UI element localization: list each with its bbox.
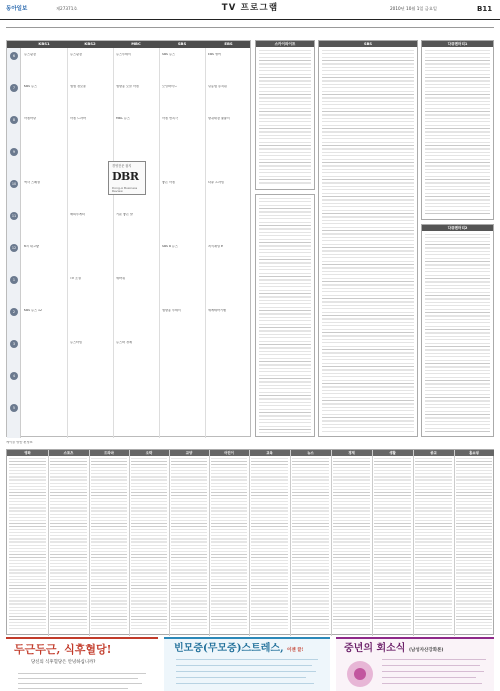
column-divider	[129, 450, 130, 636]
program-cell: 생방송 투데이	[162, 309, 181, 312]
listing-lines	[259, 50, 311, 186]
program-cell: 생방송 오늘 아침	[116, 85, 139, 88]
ad-midlife[interactable]	[336, 637, 494, 691]
time-marker: 9	[10, 148, 18, 156]
program-cell: 뉴스투데이	[116, 53, 131, 56]
time-column	[7, 48, 21, 438]
minitable-header: 스카이라이프	[256, 41, 314, 47]
issue-number: 제27371호	[56, 6, 78, 11]
page-number: B11	[477, 5, 493, 13]
program-cell: 뉴스광장	[70, 53, 82, 56]
listing-lines	[425, 50, 490, 216]
listing-lines	[425, 234, 490, 433]
cable-header: 오락	[129, 450, 169, 456]
cable-header: 어린이	[209, 450, 249, 456]
dbr-ad-sub: Dong-A Business Review	[112, 186, 138, 194]
time-marker: 8	[10, 116, 18, 124]
cable-header: 교육	[249, 450, 290, 456]
channel-header: KBS2	[84, 41, 96, 46]
listing-lines	[456, 458, 492, 630]
masthead	[0, 0, 500, 20]
ad-hair-loss[interactable]	[164, 637, 330, 691]
program-cell: 좋은 아침	[162, 181, 175, 184]
column-divider	[67, 48, 68, 438]
channel-header-row	[7, 41, 250, 48]
ad-headline-text: 중년의 회소식	[344, 643, 406, 654]
listing-lines	[9, 458, 46, 630]
divider	[6, 27, 494, 28]
program-cell: 모닝와이드	[162, 85, 177, 88]
program-cell: TV 소설	[70, 277, 81, 280]
program-cell: 다큐 프라임	[208, 181, 224, 184]
cable-header: 드라마	[89, 450, 129, 456]
column-divider	[113, 48, 114, 438]
program-cell: 역사 스페셜	[24, 181, 40, 184]
column-divider	[331, 450, 332, 636]
listing-lines	[50, 458, 87, 630]
program-cell: 6시 내고향	[24, 245, 39, 248]
program-cell: 뉴스타임	[70, 341, 82, 344]
column-divider	[48, 450, 49, 636]
time-marker: 5	[10, 404, 18, 412]
cable-header: 경제	[331, 450, 372, 456]
program-cell: SBS 뉴스	[162, 53, 175, 56]
time-marker: 11	[11, 214, 17, 218]
minitable-docu2	[421, 224, 494, 437]
program-cell: KBS 뉴스 12	[24, 309, 42, 312]
cable-schedule	[6, 449, 494, 635]
program-cell: 아침마당	[24, 117, 36, 120]
column-divider	[413, 450, 414, 636]
program-cell: 기분 좋은 날	[116, 213, 133, 216]
listing-lines	[251, 458, 288, 630]
minitable-sky	[255, 40, 315, 190]
cable-header: 교양	[169, 450, 209, 456]
program-cell: 뉴스광장	[24, 53, 36, 56]
program-cell: 아침 드라마	[70, 117, 86, 120]
column-divider	[454, 450, 455, 636]
column-divider	[209, 450, 210, 636]
cable-header: 영화	[7, 450, 48, 456]
column-divider	[372, 450, 373, 636]
time-marker: 6	[10, 52, 18, 60]
listing-lines	[322, 50, 414, 433]
listing-lines	[91, 458, 127, 630]
listing-lines	[259, 198, 311, 433]
program-cell: 아침 연속극	[162, 117, 178, 120]
ad-headline	[174, 643, 304, 655]
listing-lines	[333, 458, 370, 630]
minitable-list	[255, 194, 315, 437]
text-lines-icon	[176, 659, 318, 689]
program-cell: EBS 영어	[208, 53, 221, 56]
cable-note: 케이블 방송 편성표	[6, 441, 33, 444]
channel-header: SBS	[177, 41, 187, 46]
broadcast-schedule	[6, 40, 251, 437]
minitable-docu1	[421, 40, 494, 220]
time-marker: 4	[10, 372, 18, 380]
ad-headline-note: (남성자산강화론)	[408, 648, 444, 653]
column-divider	[89, 450, 90, 636]
dbr-logo: DBR	[112, 170, 139, 183]
dbr-ad-top: 경영전문 잡지	[112, 164, 132, 168]
channel-header: EBS	[224, 41, 233, 46]
ad-headline-text: 빈모증(무모증)스트레스,	[174, 643, 284, 654]
time-marker: 1	[10, 276, 18, 284]
program-cell: 세바퀴	[116, 277, 125, 280]
column-divider	[249, 450, 250, 636]
dbr-ad[interactable]	[108, 161, 146, 195]
program-cell: SBS 8 뉴스	[162, 245, 178, 248]
cable-header: 스포츠	[48, 450, 89, 456]
issue-date: 2010년 10월 1일 금요일	[390, 6, 437, 11]
ad-subline: 당신의 식후혈당은 안녕하십니까?	[31, 660, 96, 665]
listing-lines	[211, 458, 247, 630]
listing-lines	[292, 458, 329, 630]
minitable-header: SBS	[319, 41, 417, 47]
listing-lines	[415, 458, 452, 630]
listing-lines	[131, 458, 167, 630]
minitable-header: 다큐멘터리1	[422, 41, 493, 47]
listing-lines	[171, 458, 207, 630]
program-cell: 해피투게더	[70, 213, 85, 216]
cable-header: 뉴스	[290, 450, 331, 456]
minitable-header: 다큐멘터리2	[422, 225, 493, 231]
flower-icon	[344, 659, 376, 689]
channel-header: MBC	[131, 41, 141, 46]
column-divider	[169, 450, 170, 636]
column-divider	[159, 48, 160, 438]
ad-headline	[344, 643, 443, 655]
time-marker: 2	[10, 308, 18, 316]
program-cell: KBS 뉴스	[24, 85, 38, 88]
cable-header: 종교	[413, 450, 454, 456]
ad-headline: 두근두근, 식후혈당!	[14, 643, 112, 656]
ad-headline-note: 이젠 끝!	[287, 648, 304, 653]
cable-header: 홈쇼핑	[454, 450, 494, 456]
paper-name: 동아일보	[6, 6, 28, 12]
ad-blood-sugar[interactable]	[6, 637, 158, 691]
program-cell: MBC 뉴스	[116, 117, 130, 120]
column-divider	[290, 450, 291, 636]
listing-lines	[374, 458, 411, 630]
text-lines-icon	[382, 659, 486, 689]
program-cell: 방귀대장 뿡뿡이	[208, 117, 230, 120]
cable-header: 생활	[372, 450, 413, 456]
channel-header: KBS1	[38, 41, 50, 46]
time-marker: 3	[10, 340, 18, 348]
program-cell: 생생 정보통	[70, 85, 86, 88]
program-cell: 뉴스와 경제	[116, 341, 132, 344]
column-divider	[205, 48, 206, 438]
time-marker: 7	[10, 84, 18, 92]
time-marker: 12	[11, 246, 17, 250]
text-lines-icon	[18, 673, 146, 691]
program-cell: 지식채널 e	[208, 245, 223, 248]
time-marker: 10	[11, 182, 17, 186]
section-title: TV 프로그램	[221, 3, 279, 13]
minitable-sbs	[318, 40, 418, 437]
program-cell: 세계테마기행	[208, 309, 226, 312]
program-cell: 딩동댕 유치원	[208, 85, 227, 88]
